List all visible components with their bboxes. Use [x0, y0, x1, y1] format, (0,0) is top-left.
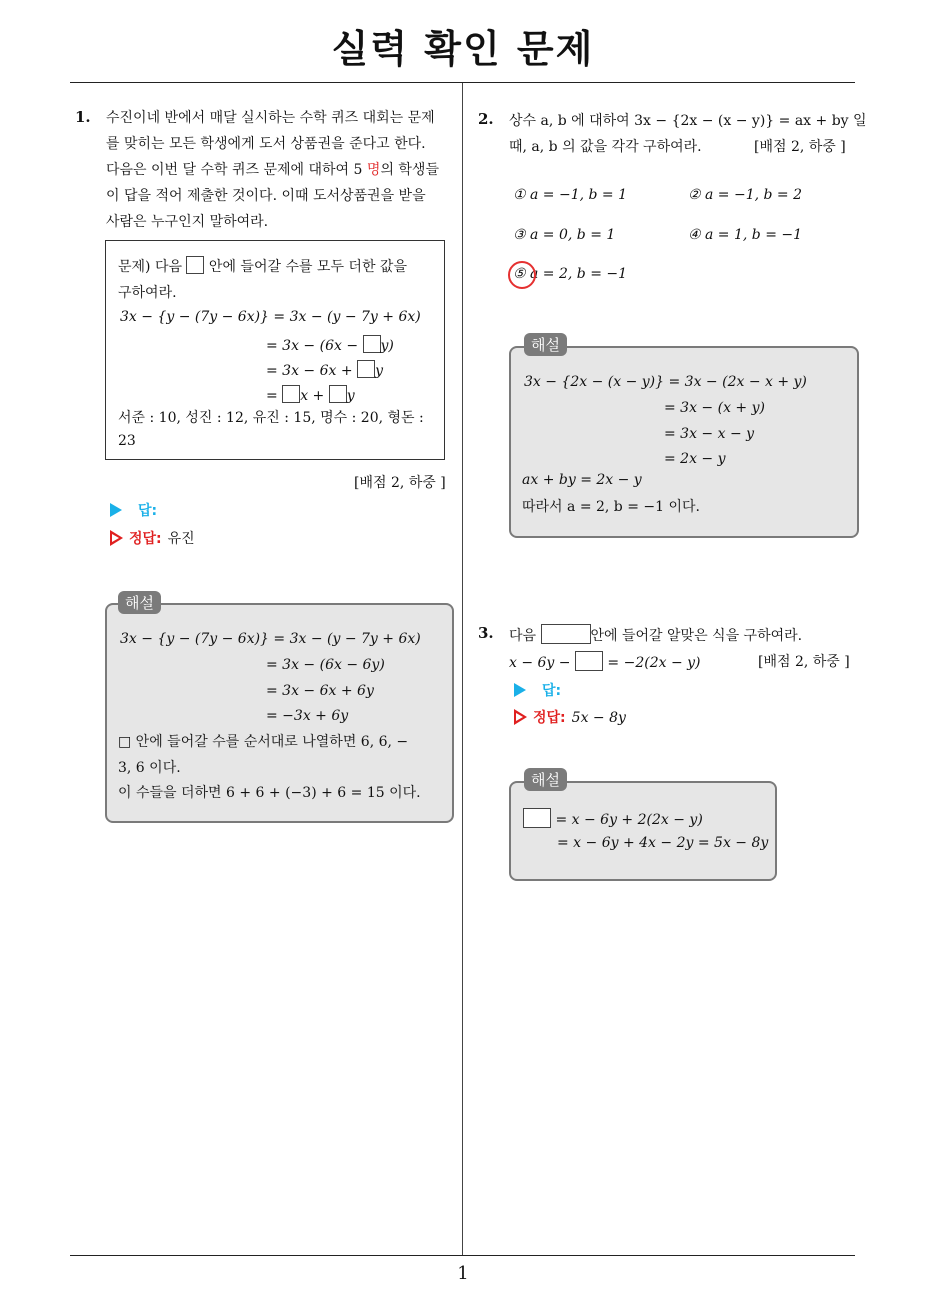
- q1-answer-label: 답:: [110, 500, 157, 520]
- q1-sol-text: 3, 6 이다.: [118, 760, 181, 776]
- q3-correct: 정답: 5x − 8y: [514, 707, 626, 727]
- q1-highlight: 명: [366, 162, 381, 178]
- q1-text-line: 를 맞히는 모든 학생에게 도서 상품권을 준다고 한다.: [106, 136, 426, 152]
- blank-box: [357, 360, 375, 378]
- blank-box: [282, 385, 300, 403]
- q1-box-eq: 3x − {y − (7y − 6x)} = 3x − (y − 7y + 6x): [120, 309, 421, 325]
- q2-text: 때, a, b 의 값을 각각 구하여라.: [509, 139, 702, 155]
- blank-box: [575, 651, 603, 671]
- q1-sol-text: 이 수들을 더하면 6 + 6 + (−3) + 6 = 15 이다.: [118, 785, 421, 801]
- q2-sol-eq: = 2x − y: [664, 451, 726, 467]
- blank-box: [541, 624, 591, 644]
- q2-text: 상수 a, b 에 대하여 3x − {2x − (x − y)} = ax + by 일: [509, 113, 867, 129]
- q3-sol-eq: = x − 6y + 2(2x − y): [523, 808, 703, 828]
- q3-score: [배점 2, 하중 ]: [758, 654, 850, 670]
- q2-choice-4[interactable]: ④ a = 1, b = −1: [688, 227, 803, 243]
- page-number: 1: [457, 1263, 469, 1284]
- q3-number: 3.: [478, 624, 494, 642]
- q1-text-line: 사람은 누구인지 말하여라.: [106, 214, 269, 230]
- q1-sol-eq: 3x − {y − (7y − 6x)} = 3x − (y − 7y + 6x): [120, 631, 421, 647]
- triangle-outline-icon: [110, 530, 123, 546]
- q1-sol-text: □ 안에 들어갈 수를 순서대로 나열하면 6, 6, −: [118, 734, 409, 750]
- triangle-outline-icon: [514, 709, 527, 725]
- q2-choice-3[interactable]: ③ a = 0, b = 1: [513, 227, 616, 243]
- q1-box-eq: = 3x − (6x − y): [266, 335, 394, 354]
- q1-text-line: 다음은 이번 달 수학 퀴즈 문제에 대하여 5 명의 학생들: [106, 162, 439, 178]
- q2-number: 2.: [478, 110, 494, 128]
- play-icon: [514, 683, 526, 697]
- blank-box: [329, 385, 347, 403]
- q2-score: [배점 2, 하중 ]: [754, 139, 846, 155]
- q2-sol-text: 따라서 a = 2, b = −1 이다.: [522, 499, 700, 515]
- q1-solution-tag: 해설: [118, 591, 161, 614]
- q2-choice-1[interactable]: ① a = −1, b = 1: [513, 187, 628, 203]
- q1-correct: 정답: 유진: [110, 528, 195, 548]
- q3-equation: x − 6y − = −2(2x − y): [509, 651, 701, 671]
- q2-choice-5[interactable]: ⑤ a = 2, b = −1: [513, 266, 628, 282]
- q3-sol-eq: = x − 6y + 4x − 2y = 5x − 8y: [557, 835, 769, 851]
- q1-sol-eq: = −3x + 6y: [266, 708, 349, 724]
- q1-text-line: 이 답을 적어 제출한 것이다. 이때 도서상품권을 받을: [106, 188, 426, 204]
- play-icon: [110, 503, 122, 517]
- q1-text-line: 수진이네 반에서 매달 실시하는 수학 퀴즈 대회는 문제: [106, 110, 435, 126]
- q1-text: [106, 105, 458, 235]
- q2-sol-eq: = 3x − x − y: [664, 426, 755, 442]
- q1-box-line: 구하여라.: [118, 285, 177, 301]
- q1-box-eq: = 3x − 6x + y: [266, 360, 383, 379]
- bottom-rule: [70, 1255, 855, 1256]
- q1-number: 1.: [75, 108, 91, 126]
- q1-students: 서준 : 10, 성진 : 12, 유진 : 15, 명수 : 20, 형돈 :: [118, 410, 424, 426]
- q3-solution-tag: 해설: [524, 768, 567, 791]
- q1-box-eq: = x + y: [266, 385, 355, 404]
- q2-sol-eq: = 3x − (x + y): [664, 400, 765, 416]
- q1-sol-eq: = 3x − (6x − 6y): [266, 657, 385, 673]
- blank-box: [363, 335, 381, 353]
- blank-box: [186, 256, 204, 274]
- q2-sol-eq: ax + by = 2x − y: [522, 472, 642, 488]
- q1-sol-eq: = 3x − 6x + 6y: [266, 683, 374, 699]
- q3-answer-label: 답:: [514, 680, 561, 700]
- q1-score: [배점 2, 하중 ]: [354, 475, 446, 491]
- q2-solution-tag: 해설: [524, 333, 567, 356]
- q2-choice-2[interactable]: ② a = −1, b = 2: [688, 187, 803, 203]
- q1-box-line: 문제) 다음 안에 들어갈 수를 모두 더한 값을: [118, 256, 407, 276]
- q3-text: 다음 안에 들어갈 알맞은 식을 구하여라.: [509, 624, 802, 645]
- blank-box: [523, 808, 551, 828]
- q1-students: 23: [118, 433, 136, 449]
- page-title: 실력 확인 문제: [331, 27, 595, 71]
- q3-solution-box: [509, 781, 777, 881]
- q2-sol-eq: 3x − {2x − (x − y)} = 3x − (2x − x + y): [524, 374, 807, 390]
- answer-circle-icon: [508, 261, 536, 289]
- column-divider: [462, 83, 463, 1255]
